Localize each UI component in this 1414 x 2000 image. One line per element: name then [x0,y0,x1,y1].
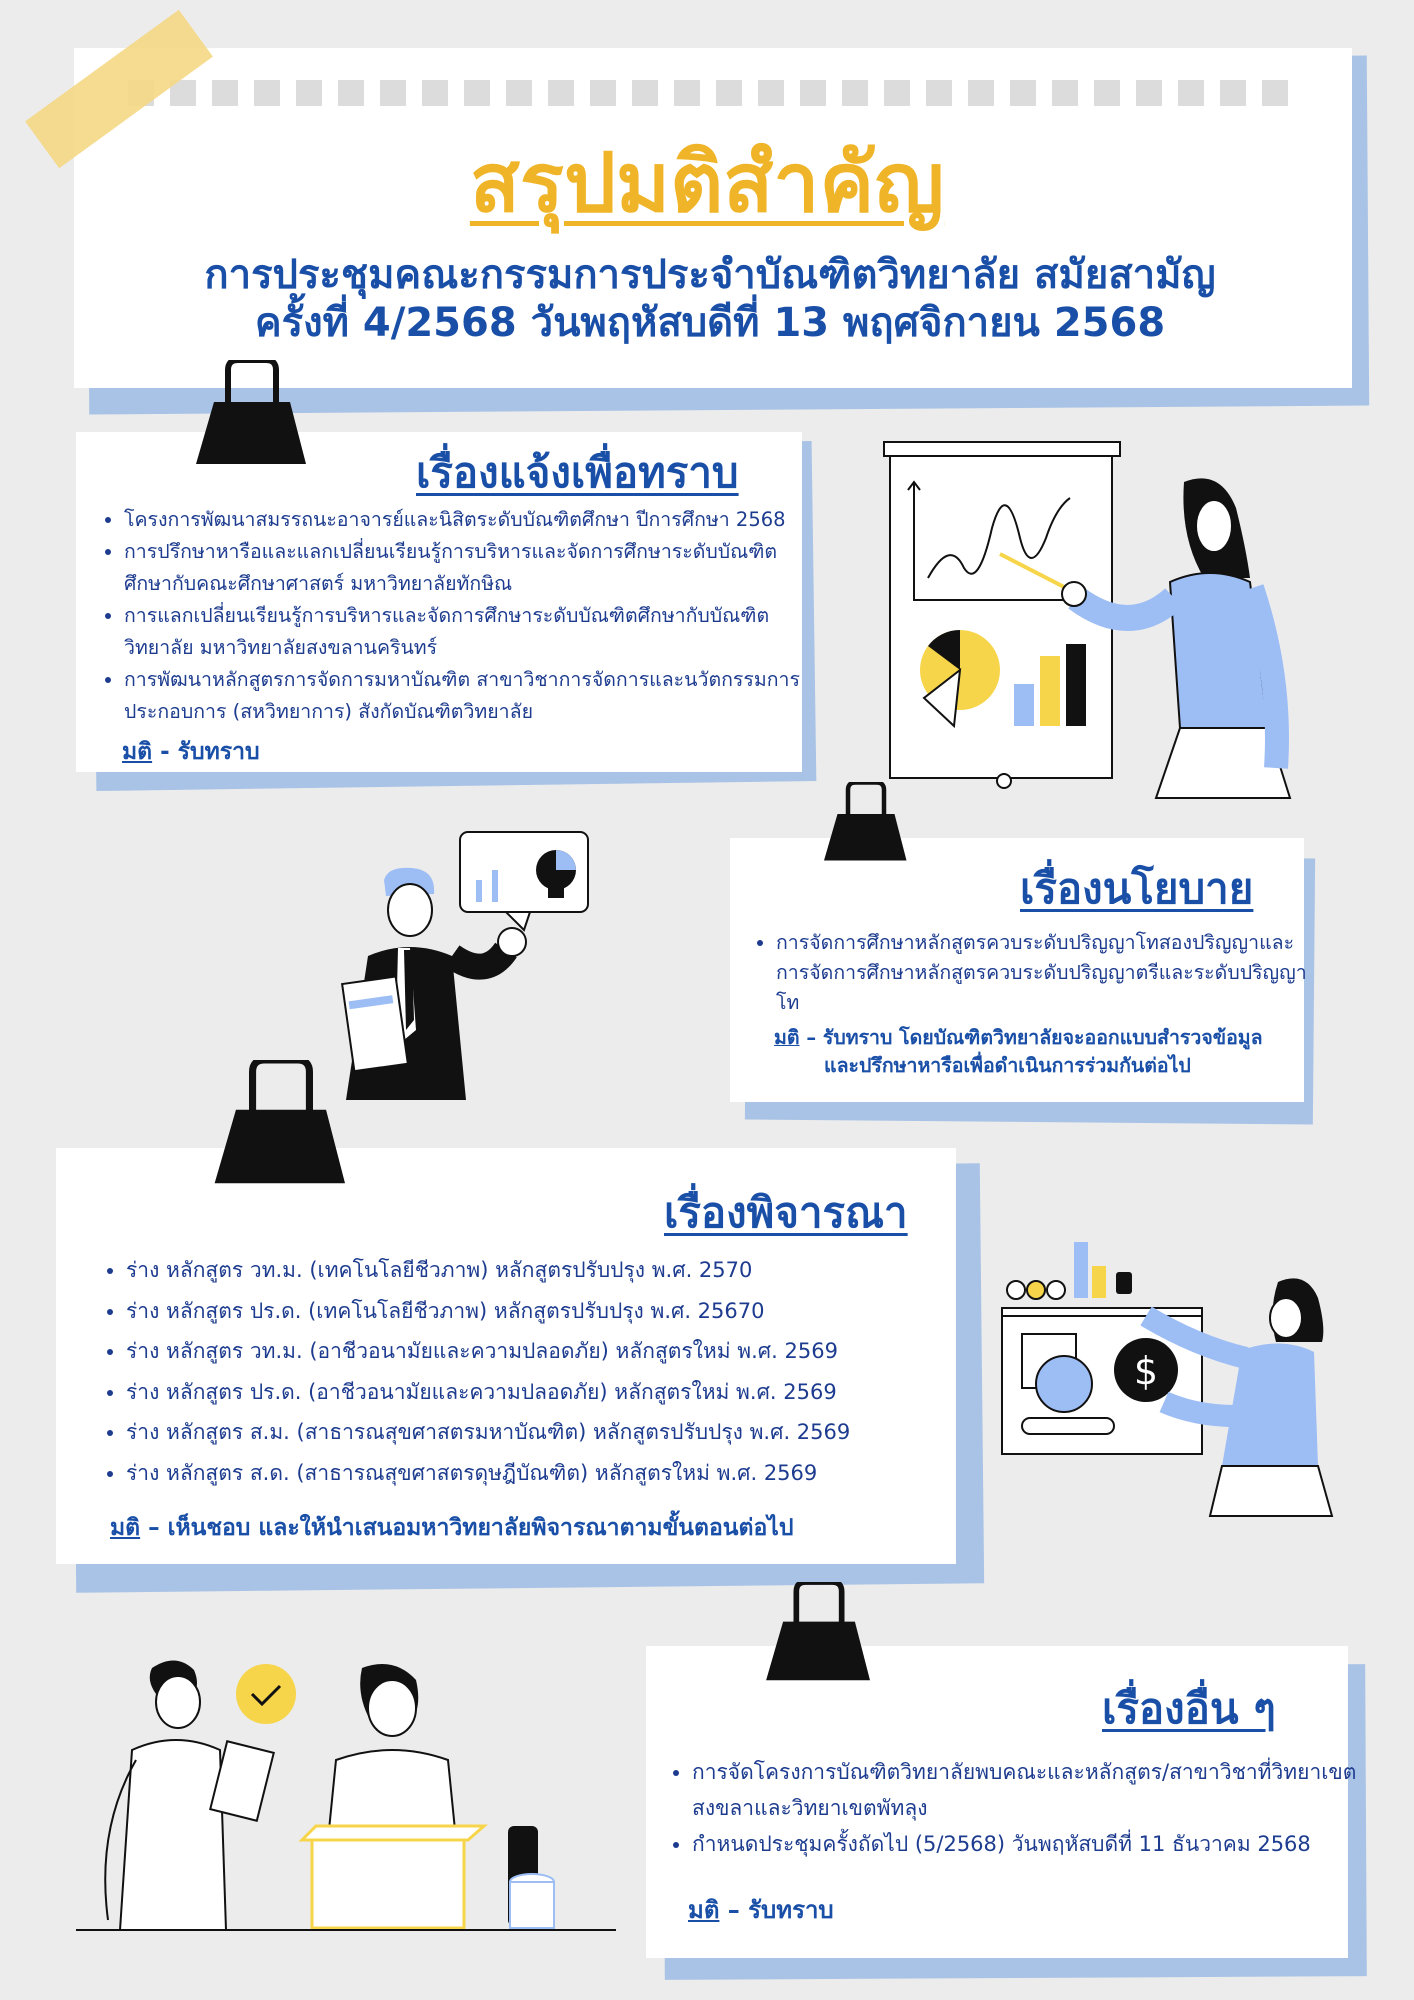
consider-item: • ร่าง หลักสูตร ปร.ด. (อาชีวอนามัยและความปลอดภัย) หลักสูตรใหม่ พ.ศ. 2569 [126,1372,966,1413]
policy-section-title: เรื่องนโยบาย [1020,864,1254,913]
teamwork-illustration [76,1650,616,1936]
binder-clip-icon [196,360,308,468]
announce-item: • โครงการพัฒนาสมรรถนะอาจารย์และนิสิตระดับบัณฑิตศึกษา ปีการศึกษา 2568 [124,504,814,536]
announce-list [94,504,814,728]
policy-resolution [774,1024,1263,1080]
page-title: สรุปมติสำคัญ [469,136,945,231]
announce-resolution [122,734,260,770]
resolution-text: – รับทราบ โดยบัณฑิตวิทยาลัยจะออกแบบสำรวจข้อมูล [799,1026,1263,1049]
announce-item: • การปรึกษาหารือและแลกเปลี่ยนเรียนรู้การบริหารและจัดการศึกษาระดับบัณฑิตศึกษากับคณะศึกษาศาสตร์ มหาวิทยาลัยทักษิณ [124,536,814,600]
other-list [662,1754,1358,1862]
resolution-text: – เห็นชอบ และให้นำเสนอมหาวิทยาลัยพิจารณาตามขั้นตอนต่อไป [140,1515,794,1541]
consider-item: • ร่าง หลักสูตร ปร.ด. (เทคโนโลยีชีวภาพ) หลักสูตรปรับปรุง พ.ศ. 25670 [126,1291,966,1332]
consider-item: • ร่าง หลักสูตร ส.ม. (สาธารณสุขศาสตรมหาบัณฑิต) หลักสูตรปรับปรุง พ.ศ. 2569 [126,1412,966,1453]
other-item: • การจัดโครงการบัณฑิตวิทยาลัยพบคณะและหลักสูตร/สาขาวิชาที่วิทยาเขตสงขลาและวิทยาเขตพัทลุง [692,1754,1358,1826]
consider-resolution [110,1510,793,1546]
resolution-label: มติ [122,739,153,765]
consider-item: • ร่าง หลักสูตร วท.ม. (อาชีวอนามัยและความปลอดภัย) หลักสูตรใหม่ พ.ศ. 2569 [126,1331,966,1372]
binder-clip-icon [766,1582,872,1684]
announce-item: • การแลกเปลี่ยนเรียนรู้การบริหารและจัดการศึกษาระดับบัณฑิตศึกษากับบัณฑิตวิทยาลัย มหาวิทยาลัยสงขลานครินทร์ [124,600,814,664]
other-resolution [688,1890,834,1929]
finance-dashboard-illustration [996,1236,1374,1520]
resolution-text: - รับทราบ [152,739,260,765]
presentation-illustration [880,438,1340,818]
other-item: • กำหนดประชุมครั้งถัดไป (5/2568) วันพฤหัสบดีที่ 11 ธันวาคม 2568 [692,1826,1358,1862]
binder-clip-icon [824,782,908,864]
businessman-illustration [316,830,596,1100]
announce-item: • การพัฒนาหลักสูตรการจัดการมหาบัณฑิต สาขาวิชาการจัดการและนวัตกรรมการประกอบการ (สหวิทยาการ) สังกัดบัณฑิตวิทยาลัย [124,664,814,728]
policy-list [746,928,1308,1018]
binder-clip-icon [214,1060,348,1188]
consider-list [96,1250,966,1493]
resolution-label: มติ [110,1515,141,1541]
announce-section-title: เรื่องแจ้งเพื่อทราบ [416,448,739,497]
consider-item: • ร่าง หลักสูตร วท.ม. (เทคโนโลยีชีวภาพ) หลักสูตรปรับปรุง พ.ศ. 2570 [126,1250,966,1291]
resolution-text-cont: และปรึกษาหารือเพื่อดำเนินการร่วมกันต่อไป [824,1054,1191,1077]
resolution-label: มติ [688,1896,720,1924]
meeting-subtitle-line1: การประชุมคณะกรรมการประจำบัณฑิตวิทยาลัย สมัยสามัญ [204,252,1216,298]
consider-item: • ร่าง หลักสูตร ส.ด. (สาธารณสุขศาสตรดุษฎีบัณฑิต) หลักสูตรใหม่ พ.ศ. 2569 [126,1453,966,1494]
resolution-label: มติ [774,1026,800,1049]
consider-section-title: เรื่องพิจารณา [664,1188,908,1237]
policy-item: • การจัดการศึกษาหลักสูตรควบระดับปริญญาโทสองปริญญาและการจัดการศึกษาหลักสูตรควบระดับปริญญาตรีและระดับปริญญาโท [776,928,1308,1018]
other-section-title: เรื่องอื่น ๆ [1102,1684,1276,1733]
svg-text:$: $ [1133,1349,1159,1393]
meeting-subtitle-line2: ครั้งที่ 4/2568 วันพฤหัสบดีที่ 13 พฤศจิกายน 2568 [254,300,1166,346]
header-perforation [128,80,1304,110]
resolution-text: – รับทราบ [719,1896,834,1924]
